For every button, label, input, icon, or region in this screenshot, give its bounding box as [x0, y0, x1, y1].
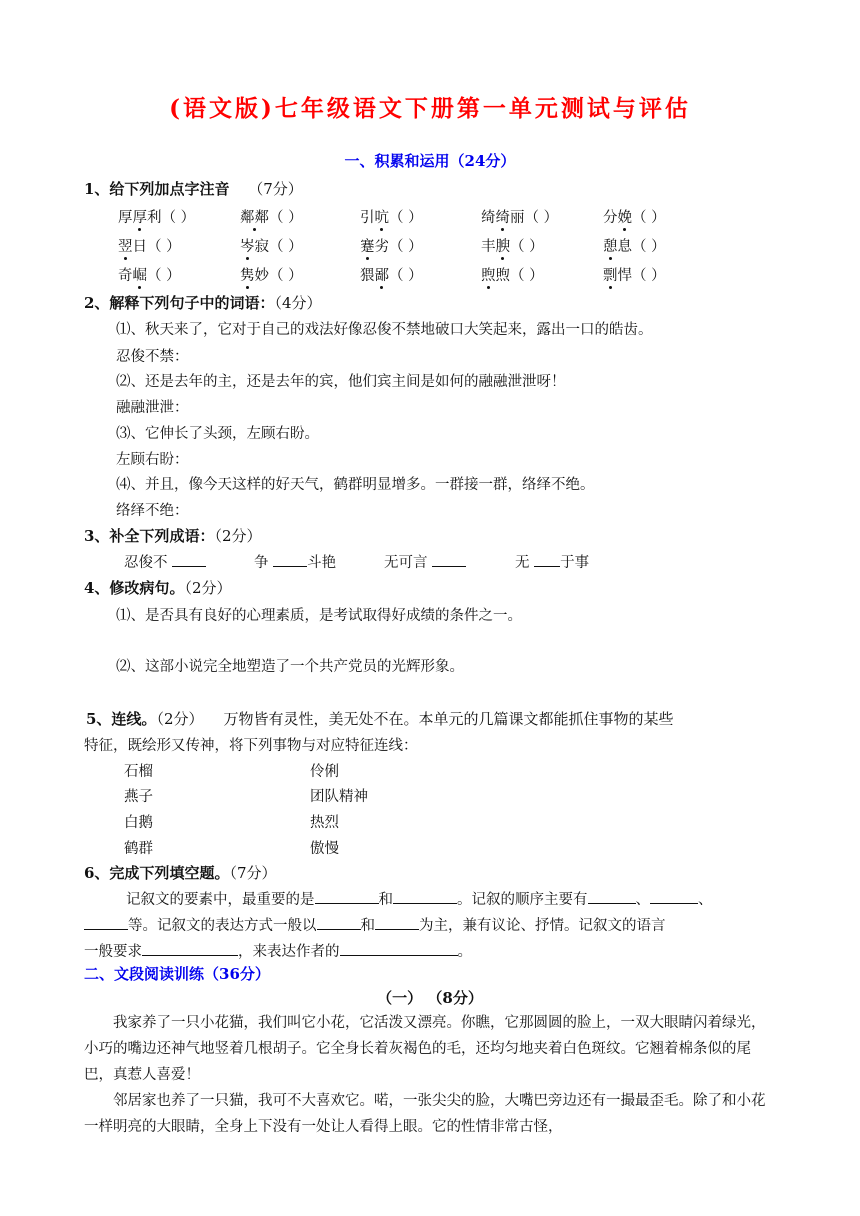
q6-blank-6[interactable] [317, 915, 361, 930]
q2-sentence-1: ⑴、秋天来了，它对于自己的戏法好像忍俊不禁地破口大笑起来，露出一口的皓齿。 [116, 322, 653, 338]
pinyin-item: 剽悍（ ） [603, 268, 666, 284]
question-1-score: （7分） [248, 180, 303, 198]
section-heading-1: 一、积累和运用（24分） [344, 152, 516, 170]
q6-blank-5[interactable] [84, 915, 128, 930]
pinyin-item: 猥鄙（ ） [360, 268, 423, 284]
q6-blank-2[interactable] [393, 889, 457, 904]
question-3-label: 3、补全下列成语： [84, 527, 215, 545]
question-5-intro-2: 特征，既绘形又传神，将下列事物与对应特征连线： [84, 738, 418, 754]
match-left-item[interactable]: 石榴 [124, 764, 153, 780]
idiom-2: 争 斗艳 [254, 551, 336, 572]
pinyin-item: 翌日（ ） [118, 239, 181, 255]
idiom-1-blank[interactable] [172, 552, 206, 567]
question-4-score: （2分） [184, 579, 232, 597]
question-3 [84, 525, 262, 546]
question-6-score: （7分） [229, 864, 277, 882]
question-6 [84, 862, 277, 883]
question-2-label: 2、解释下列句子中的词语： [84, 294, 275, 312]
passage-paragraph-1: 我家养了一只小花猫，我们叫它小花，它活泼又漂亮。你瞧，它那圆圆的脸上，一双大眼睛闪着绿光，小巧的嘴边还神气地竖着几根胡子。它全身长着灰褐色的毛，还均匀地夹着白色斑纹。它翘着棉条似的尾巴，真惹人喜爱！ [84, 1015, 766, 1083]
question-5-score: （2分） [156, 710, 204, 728]
idiom-4-blank[interactable] [534, 552, 560, 567]
q6-line-3: 一般要求 ，来表达作者的 。 [84, 940, 472, 961]
question-2-score: （4分） [274, 294, 322, 312]
pinyin-item: 绮绮丽（ ） [481, 210, 559, 226]
question-4 [84, 577, 232, 598]
pinyin-item: 厚厚利（ ） [118, 210, 196, 226]
pinyin-item: 蹇劣（ ） [360, 239, 423, 255]
question-1-label: 1、给下列加点字注音 [84, 180, 230, 198]
idiom-3-blank[interactable] [432, 552, 466, 567]
match-right-item[interactable]: 团队精神 [310, 789, 368, 805]
question-5-label: 5、连线。 [86, 710, 157, 728]
pinyin-item: 鄰鄰（ ） [240, 210, 303, 226]
pinyin-item: 奇崛（ ） [118, 268, 181, 284]
document-title: (语文版)七年级语文下册第一单元测试与评估 [169, 95, 691, 122]
pinyin-item: 分娩（ ） [603, 210, 666, 226]
match-right-item[interactable]: 热烈 [310, 815, 339, 831]
question-3-score: （2分） [214, 527, 262, 545]
q6-blank-4[interactable] [650, 889, 698, 904]
idiom-1: 忍俊不 [124, 551, 206, 572]
match-left-item[interactable]: 鹤群 [124, 841, 153, 857]
pinyin-item: 丰腴（ ） [481, 239, 544, 255]
passage-paragraph-2: 邻居家也养了一只猫，我可不大喜欢它。喏，一张尖尖的脸，大嘴巴旁边还有一撮最歪毛。除了和小花一样明亮的大眼睛，全身上下没有一处让人看得上眼。它的性情非常古怪， [84, 1093, 766, 1135]
idiom-2-blank[interactable] [273, 552, 307, 567]
q6-blank-8[interactable] [142, 941, 238, 956]
q2-word-1: 忍俊不禁： [116, 349, 189, 365]
q2-sentence-3: ⑶、它伸长了头颈，左顾右盼。 [116, 426, 319, 442]
q6-blank-9[interactable] [340, 941, 458, 956]
q2-sentence-2: ⑵、还是去年的主，还是去年的宾，他们宾主间是如何的融融泄泄呀！ [116, 374, 566, 390]
idiom-3: 无可言 [384, 551, 466, 572]
match-right-item[interactable]: 伶俐 [310, 764, 339, 780]
pinyin-item: 煦煦（ ） [481, 268, 544, 284]
pinyin-item: 岑寂（ ） [240, 239, 303, 255]
passage-heading: （一） （8分） [377, 989, 483, 1007]
question-1 [84, 178, 303, 199]
q4-sentence-1: ⑴、是否具有良好的心理素质，是考试取得好成绩的条件之一。 [116, 608, 522, 624]
question-4-label: 4、修改病句。 [84, 579, 185, 597]
pinyin-item: 引吭（ ） [360, 210, 423, 226]
q6-blank-3[interactable] [588, 889, 636, 904]
question-6-label: 6、完成下列填空题。 [84, 864, 230, 882]
q4-sentence-2: ⑵、这部小说完全地塑造了一个共产党员的光辉形象。 [116, 659, 464, 675]
q6-line-1: 记叙文的要素中，最重要的是 和 。记叙的顺序主要有 、 、 [126, 888, 713, 909]
pinyin-item: 憩息（ ） [603, 239, 666, 255]
match-left-item[interactable]: 白鹅 [124, 815, 153, 831]
section-heading-2: 二、文段阅读训练（36分） [84, 965, 270, 983]
pinyin-item: 隽妙（ ） [240, 268, 303, 284]
q2-sentence-4: ⑷、并且，像今天这样的好天气，鹤群明显增多。一群接一群，络绎不绝。 [116, 477, 595, 493]
q6-blank-7[interactable] [375, 915, 419, 930]
q2-word-3: 左顾右盼： [116, 452, 189, 468]
q6-line-2: 等。记叙文的表达方式一般以 和 为主，兼有议论、抒情。记叙文的语言 [84, 914, 666, 935]
q6-blank-1[interactable] [315, 889, 379, 904]
match-right-item[interactable]: 傲慢 [310, 841, 339, 857]
question-5 [86, 708, 674, 729]
question-2 [84, 292, 322, 313]
question-5-intro: 万物皆有灵性，美无处不在。本单元的几篇课文都能抓住事物的某些 [223, 710, 674, 728]
q2-word-2: 融融泄泄： [116, 400, 189, 416]
match-left-item[interactable]: 燕子 [124, 789, 153, 805]
q2-word-4: 络绎不绝： [116, 503, 189, 519]
idiom-4: 无 于事 [515, 551, 589, 572]
